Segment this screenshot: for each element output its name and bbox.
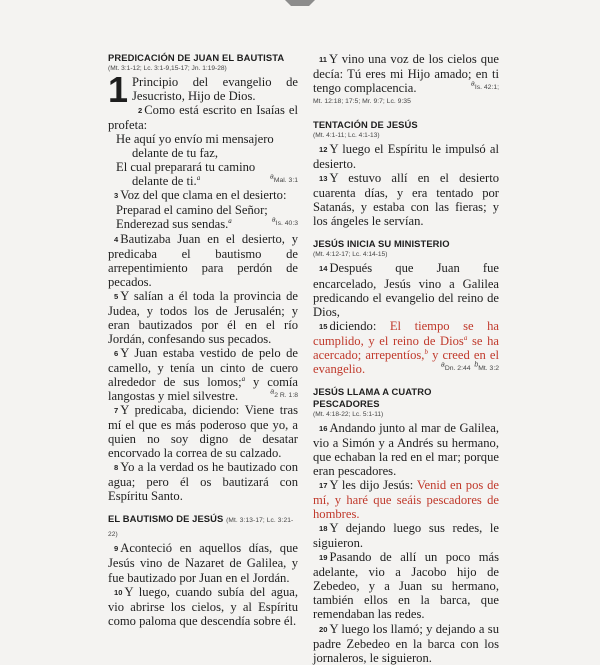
xref-text: Mt. 3:2 [478, 364, 499, 372]
verse-14 [313, 261, 499, 318]
verse-number: 6 [114, 348, 119, 358]
xref-text: 2 R. 1:8 [274, 392, 298, 400]
poem-line [108, 174, 298, 188]
cross-reference [270, 174, 298, 188]
poem-text: Enderezad sus sendas. [116, 217, 229, 232]
verse-number: 20 [319, 624, 328, 634]
parallel-refs: (Mt. 4:12-17; Lc. 4:14-15) [313, 251, 388, 259]
footnote-mark: a [270, 388, 275, 396]
section-heading: JESÚS LLAMA A CUATRO PESCADORES [313, 385, 432, 409]
verse-7 [108, 403, 298, 460]
verse-text: y comía langostas y miel silvestre. [108, 374, 299, 404]
verse-text: Bautizaba Juan en el desierto, y predicaba el bautismo de arrepentimiento para perdón de pecados. [108, 231, 298, 289]
section-heading [108, 513, 298, 541]
cross-reference [272, 217, 298, 231]
verse-number: 15 [319, 321, 328, 331]
verse-text: Principio del evangelio de Jesucristo, Hijo de Dios. [132, 75, 298, 104]
page-tab-marker [285, 0, 315, 6]
verse-text: Voz del que clama en el desierto: [120, 188, 287, 203]
footnote-mark: a [440, 361, 445, 369]
footnote-mark: a [470, 80, 475, 88]
verse-text: diciendo: [329, 318, 390, 333]
verse-number: 4 [114, 234, 119, 244]
left-column [108, 44, 298, 628]
verse-number: 9 [114, 544, 119, 554]
verse-17 [313, 478, 499, 521]
verse-13 [313, 171, 499, 228]
verse-18 [313, 521, 499, 550]
parallel-refs: (Mt. 3:1-12; Lc. 3:1-9,15-17; Jn. 1:19-28) [108, 65, 227, 72]
verse-11 [313, 52, 499, 95]
verse-20 [313, 622, 499, 665]
verse-text: Aconteció en aquellos días, que Jesús vino de Nazaret de Galilea, y fue bautizado por Juan en el Jordán. [108, 541, 298, 585]
xref-text: Dn. 2:44 [444, 364, 471, 372]
verse-text: Pasando de allí un poco más adelante, vio a Jacobo hijo de Zebedeo, y a Juan su hermano, también ellos en la barca, que remendaban las redes. [313, 550, 499, 622]
verse-text: Y luego, cuando subía del agua, vio abrirse los cielos, y al Espíritu como paloma que descendía sobre él. [108, 584, 298, 628]
verse-text: Y luego el Espíritu le impulsó al desierto. [313, 142, 499, 172]
parallel-refs: (Mt. 4:1-11; Lc. 4:1-13) [313, 132, 380, 140]
poem-line: He aquí yo envío mi mensajero [116, 132, 274, 147]
poem-line: Preparad el camino del Señor; [116, 203, 268, 218]
quotation-poem [108, 132, 298, 188]
footnote-mark: a [228, 217, 232, 226]
words-of-jesus: Venid en pos de mí, y haré que seáis pescadores de hombres. [313, 478, 499, 522]
xref-text: Mal. 3:1 [273, 177, 298, 185]
poem-text: delante de ti. [132, 174, 197, 189]
verse-text: Y Juan estaba vestido de pelo de camello, y tenía un cinto de cuero alrededor de sus lomos; [108, 345, 298, 389]
verse-6 [108, 346, 298, 403]
verse-16 [313, 421, 499, 478]
poem-line: El cual preparará tu camino [116, 160, 256, 175]
cross-reference [465, 81, 499, 95]
right-column [313, 44, 499, 665]
verse-text: Después que Juan fue encarcelado, Jesús vino a Galilea predicando el evangelio del reino de Dios, [313, 261, 499, 319]
section-heading: PREDICACIÓN DE JUAN EL BAUTISTA [108, 52, 285, 63]
verse-text: Y les dijo Jesús: [329, 478, 417, 493]
verse-9 [108, 541, 298, 584]
verse-number: 18 [319, 524, 328, 534]
verse-number: 2 [138, 106, 143, 116]
words-of-jesus: se ha acercado; arrepentíos, [313, 333, 499, 362]
verse-number: 3 [114, 191, 119, 201]
xref-text: Is. 42:1; [474, 84, 499, 92]
verse-text: Y luego los llamó; y dejando a su padre Zebedeo en la barca con los jornaleros, le siguieron. [313, 621, 499, 665]
xref-text: Is. 40:3 [275, 220, 298, 228]
verse-number: 14 [319, 264, 328, 274]
verse-number: 12 [319, 145, 328, 155]
footnote-mark: b [424, 347, 428, 356]
verse-4 [108, 232, 298, 289]
cross-reference [264, 389, 298, 403]
footnote-mark: a [463, 333, 468, 342]
footnote-mark: a [241, 374, 246, 383]
quotation-poem [108, 203, 298, 231]
verse-12 [313, 142, 499, 171]
words-of-jesus: El tiempo se ha cumplido, y el reino de Dios [313, 318, 499, 348]
verse-number: 16 [319, 423, 328, 433]
poem-line: delante de tu faz, [132, 146, 219, 161]
footnote-mark: b [474, 361, 479, 369]
verse-text: Y dejando luego sus redes, le siguieron. [313, 521, 499, 551]
verse-3 [108, 188, 298, 203]
verse-19 [313, 550, 499, 621]
verse-text: Y predicaba, diciendo: Viene tras mí el que es más poderoso que yo, a quien no soy digno de desatar encorvado la correa de su calzado. [108, 403, 298, 461]
verse-15 [313, 319, 499, 376]
verse-number: 13 [319, 174, 328, 184]
verse-5 [108, 289, 298, 346]
poem-line [108, 217, 298, 231]
verse-number: 17 [319, 481, 328, 491]
verse-text: Como está escrito en Isaías el profeta: [108, 103, 298, 133]
verse-text: Y estuvo allí en el desierto cuarenta días, y era tentado por Satanás, y estaba con las fieras; y los ángeles le servían. [313, 171, 499, 229]
cross-reference: Mt. 12:18; 17:5; Mr. 9:7; Lc. 9:35 [313, 98, 411, 106]
footnote-mark: a [269, 174, 274, 182]
verse-number: 8 [114, 463, 119, 473]
verse-number: 11 [319, 55, 328, 64]
verse-text: Yo a la verdad os he bautizado con agua; pero él os bautizará con Espíritu Santo. [108, 460, 298, 504]
verse-number: 19 [319, 553, 328, 563]
section-heading: JESÚS INICIA SU MINISTERIO [313, 238, 450, 250]
verse-number: 7 [114, 406, 119, 416]
verse-1 [108, 69, 298, 110]
parallel-refs: (Mt. 3:13-17; Lc. 3:21-22) [108, 517, 294, 539]
chapter-number: 1 [108, 69, 129, 110]
words-of-jesus: y creed en el evangelio. [313, 347, 499, 376]
verse-text: Andando junto al mar de Galilea, vio a Simón y a Andrés su hermano, que echaban la red en el mar; porque eran pescadores. [313, 420, 499, 478]
footnote-mark: a [271, 217, 276, 225]
parallel-refs: (Mt. 4:18-22; Lc. 5:1-11) [313, 410, 384, 418]
verse-text: Y salían a él toda la provincia de Judea, y todos los de Jerusalén; y eran bautizados por él en el río Jordán, confesando sus pecados. [108, 288, 298, 346]
verse-10 [108, 585, 298, 628]
verse-8 [108, 460, 298, 503]
section-heading: TENTACIÓN DE JESÚS [313, 119, 418, 131]
footnote-mark: a [196, 174, 201, 183]
verse-number: 10 [114, 587, 123, 597]
verse-2 [108, 103, 298, 132]
verse-number: 5 [114, 291, 119, 301]
cross-reference [435, 362, 499, 376]
verse-text: Y vino una voz de los cielos que decía: Tú eres mi Hijo amado; en ti tengo complacencia. [313, 52, 499, 96]
heading-text: EL BAUTISMO DE JESÚS [108, 513, 224, 525]
